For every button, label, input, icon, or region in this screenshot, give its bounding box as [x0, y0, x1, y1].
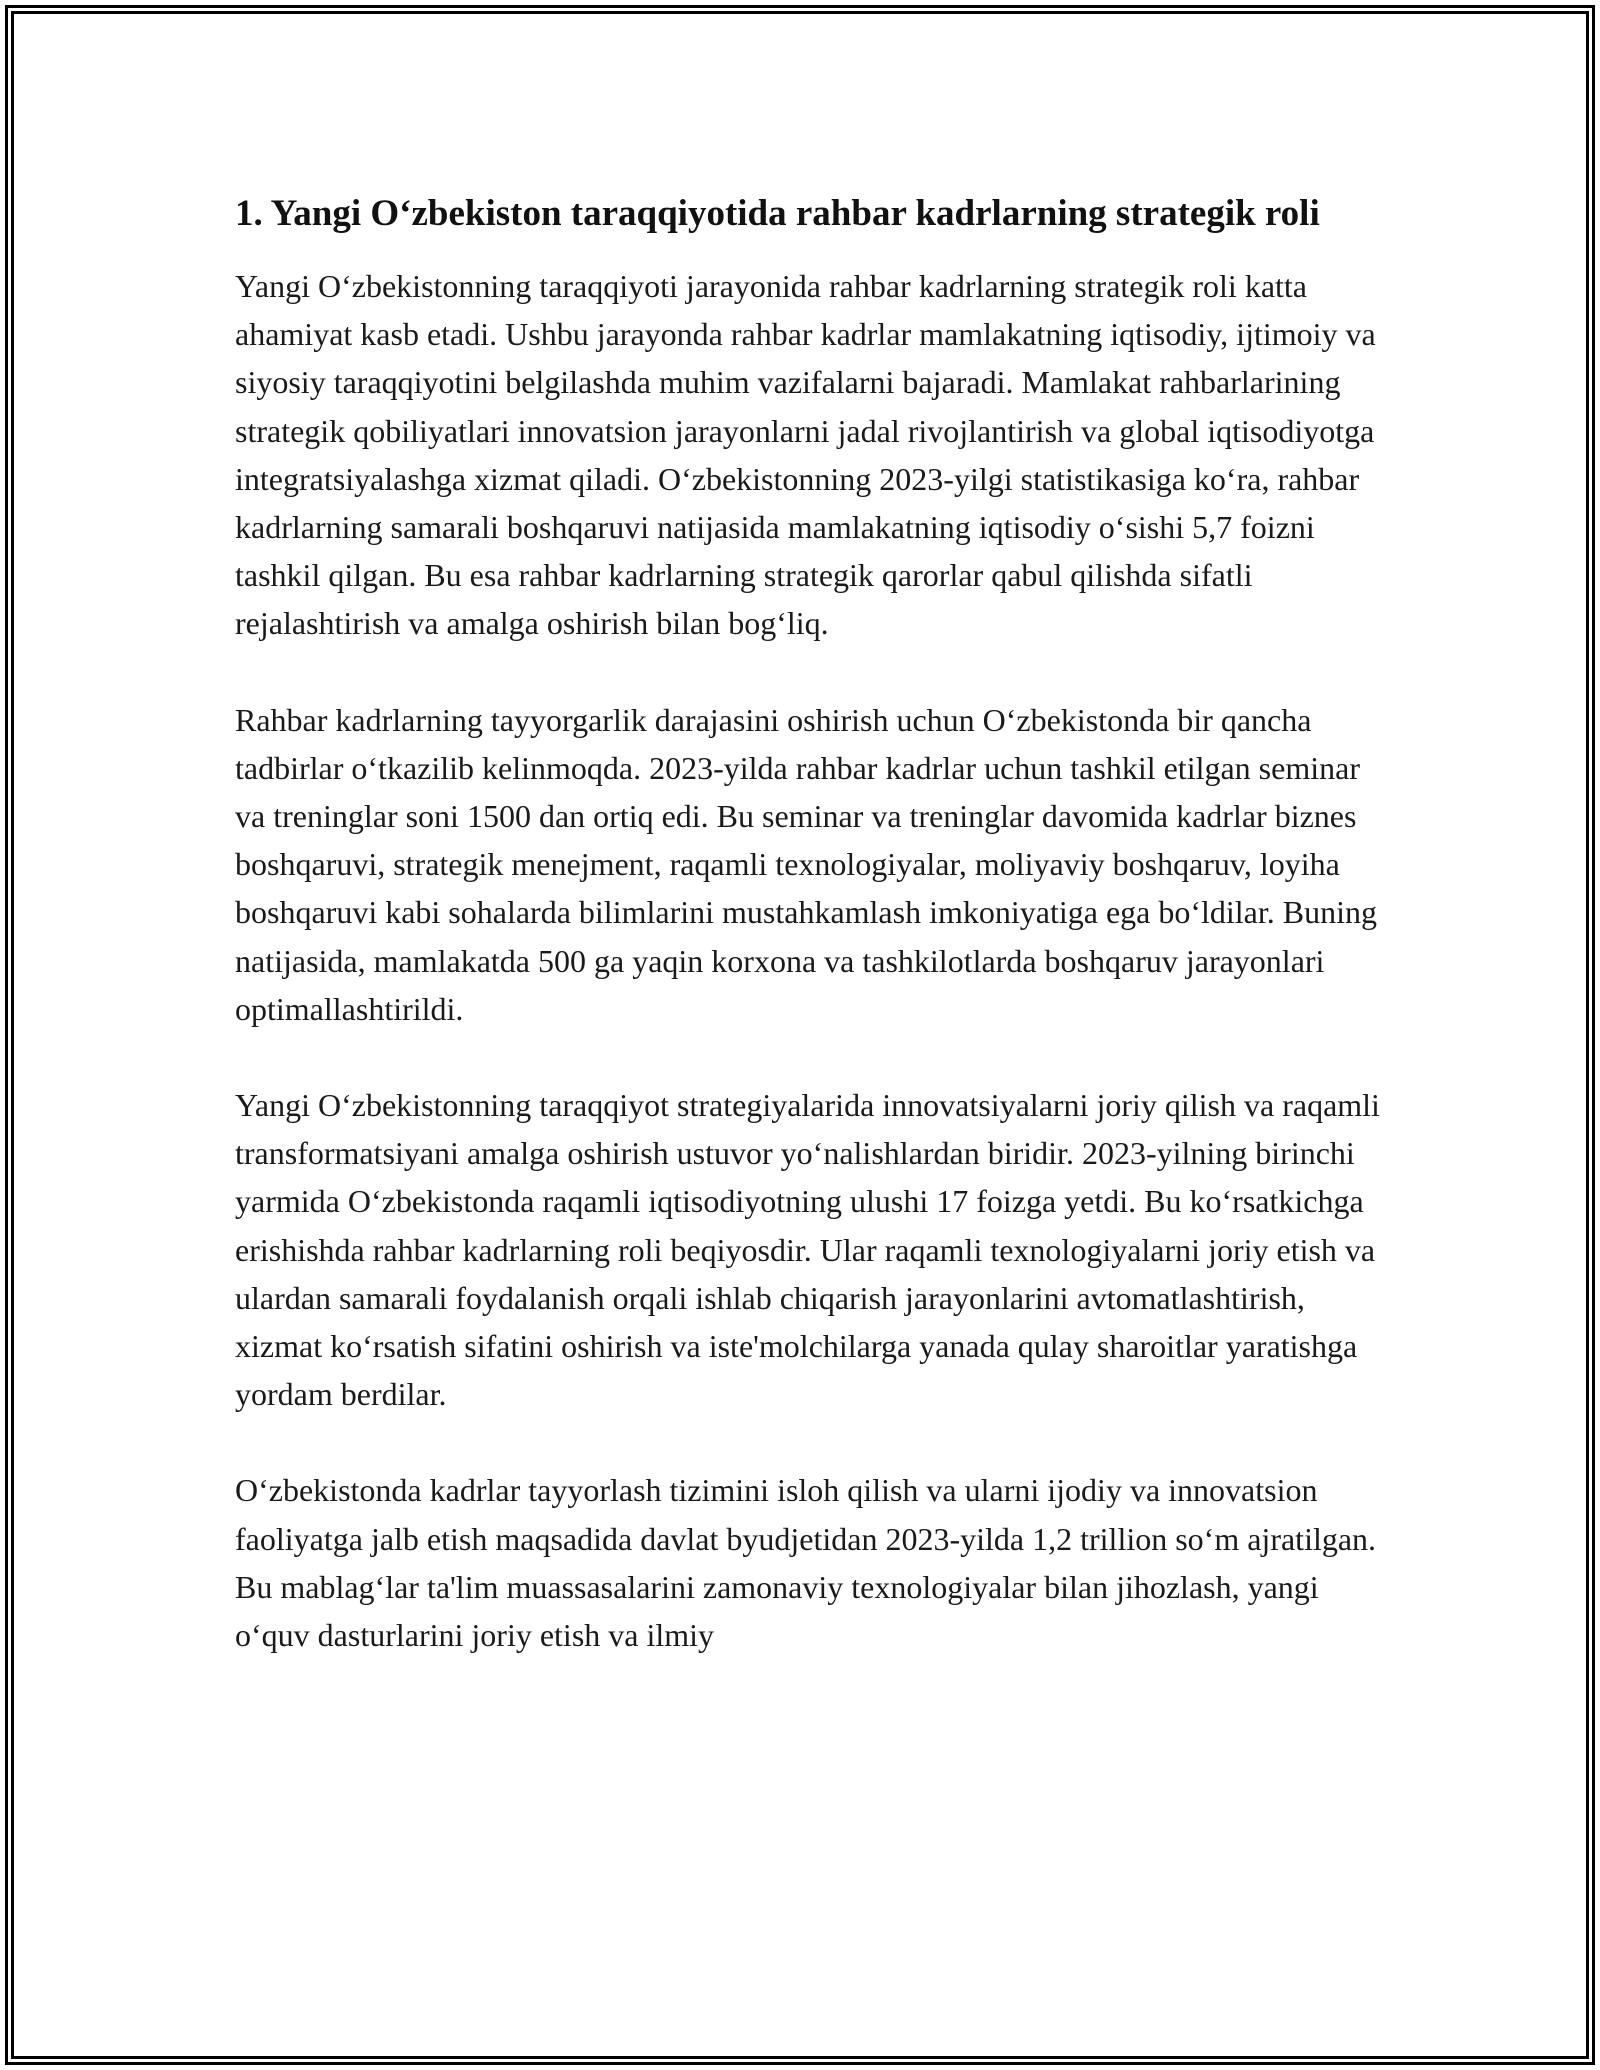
section-heading: 1. Yangi O‘zbekiston taraqqiyotida rahbar kadrlarning strategik roli — [235, 193, 1320, 234]
paragraph-1: Yangi O‘zbekistonning taraqqiyoti jarayonida rahbar kadrlarning strategik roli katta ahamiyat kasb etadi. Ushbu jarayonda rahbar kadrlar mamlakatning iqtisodiy, ijtimoiy va siyosiy taraqqiyotini belgilashda muhim vazifalarni bajaradi. Mamlakat rahbarlarining strategik qobiliyatlari innovatsion jarayonlarni jadal rivojlantirish va global iqtisodiyotga integratsiyalashga xizmat qiladi. O‘zbekistonning 2023-yilgi statistikasiga ko‘ra, rahbar kadrlarning samarali boshqaruvi natijasida mamlakatning iqtisodiy o‘sishi 5,7 foizni tashkil qilgan. Bu esa rahbar kadrlarning strategik qarorlar qabul qilishda sifatli rejalashtirish va amalga oshirish bilan bog‘liq. — [235, 268, 1376, 642]
document-body — [235, 188, 1385, 1659]
paragraph-3: Yangi O‘zbekistonning taraqqiyot strategiyalarida innovatsiyalarni joriy qilish va raqamli transformatsiyani amalga oshirish ustuvor yo‘nalishlardan biridir. 2023-yilning birinchi yarmida O‘zbekistonda raqamli iqtisodiyotning ulushi 17 foizga yetdi. Bu ko‘rsatkichga erishishda rahbar kadrlarning roli beqiyosdir. Ular raqamli texnologiyalarni joriy etish va ulardan samarali foydalanish orqali ishlab chiqarish jarayonlarini avtomatlashtirish, xizmat ko‘rsatish sifatini oshirish va iste'molchilarga yanada qulay sharoitlar yaratishga yordam berdilar. — [235, 1087, 1380, 1413]
paragraph-4: O‘zbekistonda kadrlar tayyorlash tizimini isloh qilish va ularni ijodiy va innovatsion faoliyatga jalb etish maqsadida davlat byudjetidan 2023-yilda 1,2 trillion so‘m ajratilgan. Bu mablag‘lar ta'lim muassasalarini zamonaviy texnologiyalar bilan jihozlash, yangi o‘quv dasturlarini joriy etish va ilmiy — [235, 1472, 1377, 1654]
paragraph-2: Rahbar kadrlarning tayyorgarlik darajasini oshirish uchun O‘zbekistonda bir qancha tadbirlar o‘tkazilib kelinmoqda. 2023-yilda rahbar kadrlar uchun tashkil etilgan seminar va treninglar soni 1500 dan ortiq edi. Bu seminar va treninglar davomida kadrlar biznes boshqaruvi, strategik menejment, raqamli texnologiyalar, moliyaviy boshqaruv, loyiha boshqaruvi kabi sohalarda bilimlarini mustahkamlash imkoniyatiga ega bo‘ldilar. Buning natijasida, mamlakatda 500 ga yaqin korxona va tashkilotlarda boshqaruv jarayonlari optimallashtirildi. — [235, 701, 1377, 1027]
